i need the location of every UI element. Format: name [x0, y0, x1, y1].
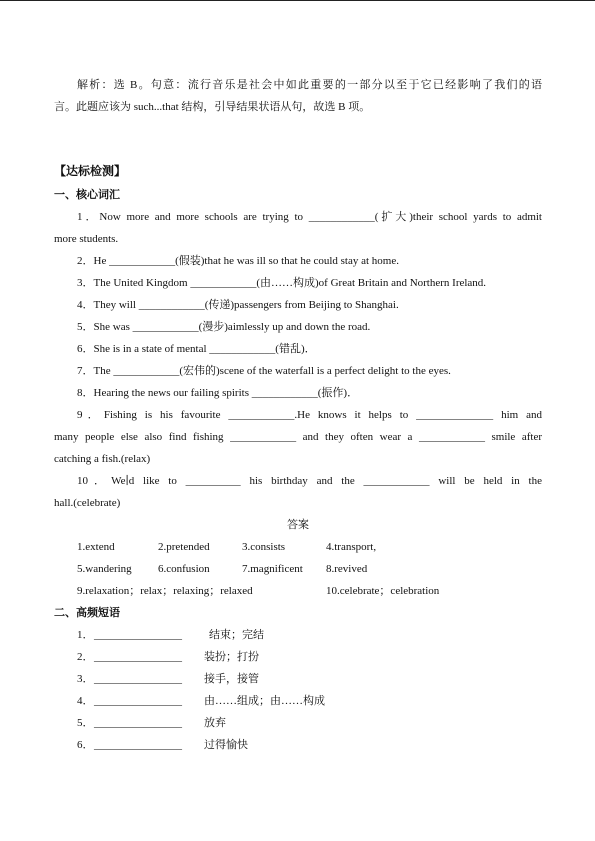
answer-10: 10.celebrate；celebration — [326, 585, 440, 597]
answer-5: 5.wandering — [77, 563, 132, 575]
answers-row-1 — [54, 536, 542, 558]
question-9-line-1: 9．Fishing is his favourite ____________.He knows it helps to ______________ him and — [77, 409, 542, 421]
question-8: 8．Hearing the news our failing spirits ____________(振作)． — [77, 387, 359, 399]
question-1-line-2: more students. — [54, 233, 119, 245]
phrase-meaning: 过得愉快 — [204, 739, 248, 751]
phrase-number: 5． — [77, 717, 94, 729]
part1-heading: 一、核心词汇 — [54, 189, 120, 201]
analysis-line-1: 解析：选 B。句意：流行音乐是社会中如此重要的一部分以至于它已经影响了我们的语 — [77, 79, 542, 91]
question-1-line-1: 1．Now more and more schools are trying to ____________(扩大)their school yards to admit — [77, 211, 542, 223]
phrase-item — [54, 734, 542, 756]
phrase-blank: ________________ — [94, 739, 182, 751]
page-top-border — [0, 0, 595, 1]
answer-3: 3.consists — [242, 541, 286, 553]
phrase-item — [54, 690, 542, 712]
answer-6: 6.confusion — [158, 563, 210, 575]
phrase-number: 6． — [77, 739, 94, 751]
answer-4: 4.transport, — [326, 541, 377, 553]
answer-2: 2.pretended — [158, 541, 210, 553]
phrase-number: 2． — [77, 651, 94, 663]
phrase-blank: ________________ — [94, 695, 182, 707]
question-10-line-1: 10．We∣d like to __________ his birthday and the ____________ will be held in the — [77, 475, 542, 487]
question-9-line-3: catching a fish.(relax) — [54, 453, 151, 465]
phrase-number: 1． — [77, 629, 94, 641]
question-3: 3．The United Kingdom ____________(由……构成)of Great Britain and Northern Ireland. — [77, 277, 487, 289]
phrase-meaning: 放弃 — [204, 717, 226, 729]
question-6: 6．She is in a state of mental ____________(错乱)． — [77, 343, 316, 355]
question-10-line-2: hall.(celebrate) — [54, 497, 121, 509]
phrase-meaning: 由……组成；由……构成 — [204, 695, 325, 707]
phrase-meaning: 接手，接管 — [204, 673, 259, 685]
question-7: 7．The ____________(宏伟的)scene of the waterfall is a perfect delight to the eyes. — [77, 365, 451, 377]
phrase-number: 3． — [77, 673, 94, 685]
phrase-item — [54, 712, 542, 734]
answer-9: 9.relaxation；relax；relaxing；relaxed — [77, 585, 253, 597]
phrase-blank: ________________ — [94, 673, 182, 685]
part2-heading: 二、高频短语 — [54, 607, 120, 619]
answers-title: 答案 — [287, 519, 309, 531]
question-4: 4．They will ____________(传递)passengers from Beijing to Shanghai. — [77, 299, 399, 311]
phrase-blank: ________________ — [94, 629, 182, 641]
phrase-item — [54, 624, 542, 646]
section-title: 【达标检测】 — [54, 164, 127, 178]
phrase-item — [54, 668, 542, 690]
answer-8: 8.revived — [326, 563, 368, 575]
answers-row-3 — [54, 580, 542, 602]
question-2: 2．He ____________(假装)that he was ill so that he could stay at home. — [77, 255, 399, 267]
question-5: 5．She was ____________(漫步)aimlessly up and down the road. — [77, 321, 371, 333]
phrase-number: 4． — [77, 695, 94, 707]
analysis-line-2: 言。此题应该为 such...that 结构，引导结果状语从句，故选 B 项。 — [54, 101, 371, 113]
phrase-blank: ________________ — [94, 651, 182, 663]
answer-7: 7.magnificent — [242, 563, 303, 575]
question-9-line-2: many people else also find fishing ____________ and they often wear a ____________ smile after — [54, 431, 542, 443]
phrase-item — [54, 646, 542, 668]
phrase-meaning: 装扮；打扮 — [204, 651, 259, 663]
answers-row-2 — [54, 558, 542, 580]
phrase-meaning: 结束；完结 — [209, 629, 264, 641]
answer-1: 1.extend — [77, 541, 115, 553]
phrase-blank: ________________ — [94, 717, 182, 729]
